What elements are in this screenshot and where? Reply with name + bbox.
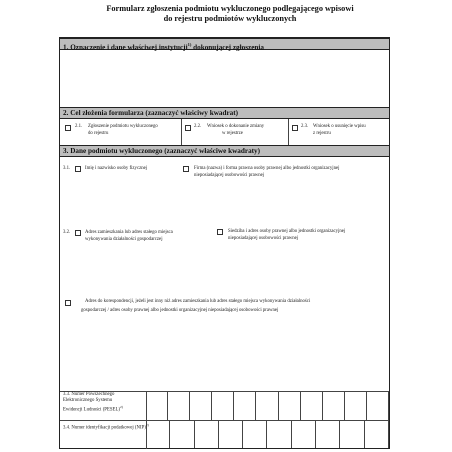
section-1-heading-tail: dokonującej zgłoszenia	[191, 43, 264, 52]
section-1-footnote-ref: 1)	[187, 42, 192, 47]
pesel-digit-cell[interactable]	[190, 391, 212, 420]
q32-num: 3.2.	[63, 230, 71, 235]
option-2-3-label-line1: Wniosek o usunięcie wpisu	[313, 124, 366, 129]
option-2-2-num: 2.2.	[194, 124, 202, 129]
title-line-1: Formularz zgłoszenia podmiotu wykluczonego podlegającego wpisowi	[106, 4, 354, 13]
pesel-digit-cell[interactable]	[146, 391, 168, 420]
option-2-2-checkbox[interactable]	[185, 125, 191, 131]
q34-label	[63, 422, 149, 432]
pesel-digit-cell[interactable]	[234, 391, 256, 420]
correspondence-address-checkbox[interactable]	[65, 300, 71, 306]
nip-digit-cell[interactable]	[219, 420, 243, 448]
divider	[288, 119, 289, 145]
pesel-digit-cell[interactable]	[212, 391, 234, 420]
q31-num: 3.1.	[63, 166, 71, 171]
purpose-options	[60, 119, 389, 145]
pesel-digit-cell[interactable]	[323, 391, 345, 420]
section-1-heading-text: 1. Oznaczenie i dane właściwej instytucji	[63, 43, 188, 52]
q34-label-text: 3.4. Numer identyfikacji podatkowej (NIP)	[63, 425, 146, 431]
form-title	[60, 4, 400, 24]
pesel-digit-cell[interactable]	[168, 391, 190, 420]
title-line-2: do rejestru podmiotów wykluczonych	[163, 14, 297, 23]
q33-label-line3	[63, 404, 123, 414]
option-2-1-label-line2: do rejestru	[88, 131, 109, 136]
option-2-1-num: 2.1.	[75, 124, 83, 129]
q31-legal-entity-checkbox[interactable]	[183, 166, 189, 172]
pesel-digit-cell[interactable]	[256, 391, 278, 420]
q33-label-line3-text: Ewidencji Ludności (PESEL)	[63, 407, 121, 413]
pesel-digit-cell[interactable]	[279, 391, 301, 420]
q31-legal-entity-label-line1: Firma (nazwa) i forma prawna osoby prawnej albo jednostki organizacyjnej	[194, 166, 340, 171]
option-2-2-label-line1: Wniosek o dokonanie zmiany	[207, 124, 265, 129]
pesel-digit-cell[interactable]	[367, 391, 389, 420]
nip-digit-cell[interactable]	[268, 420, 292, 448]
q33-footnote-ref: 2)	[120, 405, 123, 409]
option-2-3-checkbox[interactable]	[292, 125, 298, 131]
nip-digit-cell[interactable]	[146, 420, 170, 448]
nip-digit-cell[interactable]	[365, 420, 389, 448]
nip-digit-cell[interactable]	[243, 420, 267, 448]
q32-residence-address-checkbox[interactable]	[75, 230, 81, 236]
q31-natural-person-label: Imię i nazwisko osoby fizycznej	[85, 166, 148, 171]
nip-digit-cell[interactable]	[316, 420, 340, 448]
q32-residence-address-label-line1: Adres zamieszkania lub adres stałego miejsca	[85, 230, 173, 235]
q32-registered-office-checkbox[interactable]	[217, 229, 223, 235]
option-2-3-num: 2.3.	[301, 124, 309, 129]
correspondence-address-label-line1: Adres do korespondencji, jeżeli jest inny niż adres zamieszkania lub adres stałego miejsca wykonywania działalności	[85, 299, 311, 304]
q31-natural-person-checkbox[interactable]	[75, 166, 81, 172]
q31-legal-entity-label-line2: nieposiadającej osobowości prawnej	[194, 173, 265, 178]
divider	[181, 119, 182, 145]
q34-footnote-ref: 2)	[145, 423, 149, 427]
section-1-heading	[60, 38, 389, 50]
option-2-2-label-line2: w rejestrze	[222, 131, 243, 136]
nip-digit-cell[interactable]	[170, 420, 194, 448]
q32-registered-office-label-line1: Siedziba i adres osoby prawnej albo jednostki organizacyjnej	[228, 229, 346, 234]
option-2-1-checkbox[interactable]	[65, 125, 71, 131]
nip-digit-cell[interactable]	[340, 420, 364, 448]
q33-label-line1: 3.3. Numer Powszechnego	[63, 392, 115, 397]
nip-digit-cell[interactable]	[292, 420, 316, 448]
option-2-1-label-line1: Zgłoszenie podmiotu wykluczonego	[88, 124, 158, 129]
pesel-digit-cell[interactable]	[345, 391, 367, 420]
q32-residence-address-label-line2: wykonywania działalności gospodarczej	[85, 237, 163, 242]
q32-registered-office-label-line2: nieposiadającej osobowości prawnej	[228, 236, 299, 241]
nip-digit-cell[interactable]	[195, 420, 219, 448]
pesel-digit-cell[interactable]	[301, 391, 323, 420]
q33-label-line2: Elektronicznego Systemu	[63, 398, 113, 403]
section-2-heading: 2. Cel złożenia formularza (zaznaczyć właściwy kwadrat)	[60, 107, 389, 119]
section-3-heading: 3. Dane podmiotu wykluczonego (zaznaczyć właściwe kwadraty)	[60, 145, 389, 157]
institution-data-field[interactable]	[60, 50, 389, 107]
form-body	[59, 37, 390, 449]
option-2-3-label-line2: z rejestru	[313, 131, 331, 136]
correspondence-address-label-line2: gospodarczej / adres osoby prawnej albo jednostki organizacyjnej nieposiadającej osobowości prawnej	[81, 308, 279, 313]
